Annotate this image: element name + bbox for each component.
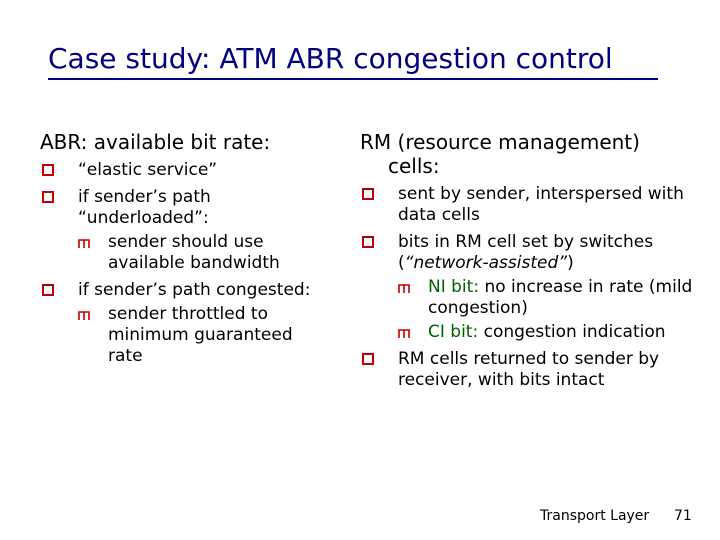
m-bullet-icon bbox=[78, 310, 90, 320]
bullet-text: bits in RM cell set by switches ( bbox=[398, 232, 654, 273]
title-underline bbox=[48, 78, 658, 80]
m-bullet-icon bbox=[398, 283, 410, 293]
ni-bit-label: NI bit: bbox=[428, 277, 480, 297]
ci-bit-label: CI bit: bbox=[428, 322, 479, 342]
list-subitem bbox=[40, 304, 330, 367]
m-bullet-icon bbox=[78, 238, 90, 248]
left-list bbox=[40, 160, 330, 367]
bullet-text: sent by sender, interspersed with data cells bbox=[398, 184, 684, 225]
slide-title: Case study: ATM ABR congestion control bbox=[48, 42, 613, 75]
list-item bbox=[360, 184, 700, 226]
left-heading: ABR: available bit rate: bbox=[40, 130, 271, 154]
bullet-text: if sender’s path congested: bbox=[78, 280, 311, 300]
square-bullet-icon bbox=[362, 236, 374, 248]
bullet-text: “elastic service” bbox=[78, 160, 218, 180]
square-bullet-icon bbox=[42, 284, 54, 296]
right-heading-line1: RM (resource management) bbox=[360, 130, 640, 154]
emphasis-text: “network-assisted” bbox=[404, 253, 568, 273]
list-subitem bbox=[360, 277, 700, 319]
list-subitem bbox=[40, 232, 330, 274]
square-bullet-icon bbox=[42, 191, 54, 203]
bullet-text: if sender’s path “underloaded”: bbox=[78, 187, 211, 228]
list-item bbox=[40, 160, 330, 181]
list-item bbox=[360, 349, 700, 391]
list-item bbox=[40, 187, 330, 229]
sub-bullet-text: no increase in rate (mild congestion) bbox=[428, 277, 693, 318]
list-item bbox=[360, 232, 700, 274]
left-column bbox=[40, 130, 330, 367]
m-bullet-icon bbox=[398, 328, 410, 338]
sub-bullet-text: sender should use available bandwidth bbox=[108, 232, 280, 273]
page-number: 71 bbox=[674, 508, 692, 524]
right-heading-line2: cells: bbox=[388, 154, 440, 178]
square-bullet-icon bbox=[362, 353, 374, 365]
list-item bbox=[40, 280, 330, 301]
square-bullet-icon bbox=[362, 188, 374, 200]
bullet-text-close: ) bbox=[567, 253, 574, 273]
sub-bullet-text: sender throttled to minimum guaranteed rate bbox=[108, 304, 293, 366]
right-heading bbox=[360, 130, 700, 178]
footer-label: Transport Layer bbox=[540, 508, 650, 524]
list-subitem bbox=[360, 322, 700, 343]
square-bullet-icon bbox=[42, 164, 54, 176]
right-list bbox=[360, 184, 700, 391]
sub-bullet-text: congestion indication bbox=[478, 322, 666, 342]
bullet-text: RM cells returned to sender by receiver, with bits intact bbox=[398, 349, 660, 390]
right-column bbox=[360, 130, 700, 391]
